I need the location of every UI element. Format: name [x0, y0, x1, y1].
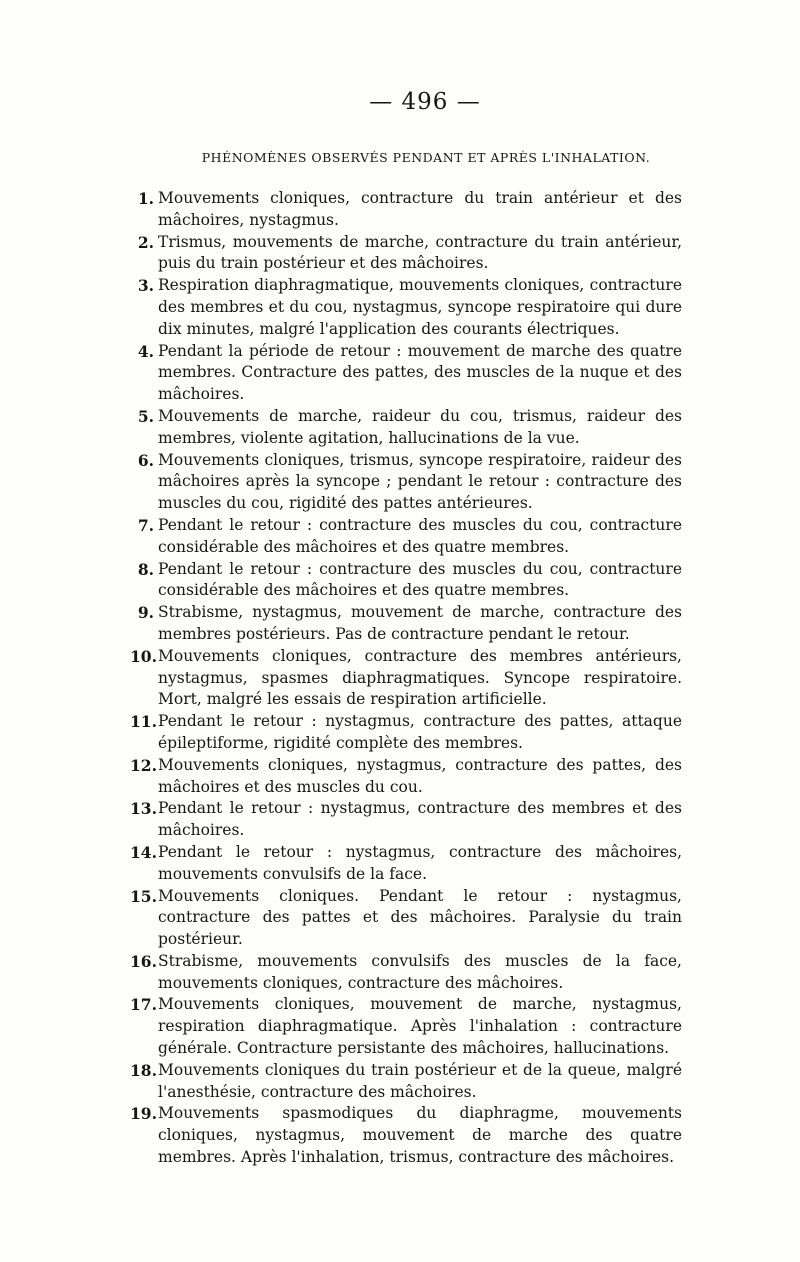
list-item [130, 515, 682, 559]
entry-text: Mouvements cloniques. Pendant le retour : nystagmus, contracture des pattes et des mâchoires. Paralysie du train postérieur. [158, 886, 682, 949]
entry-number: 14. [130, 842, 157, 862]
list-item [130, 602, 682, 646]
entry-number: 18. [130, 1060, 157, 1080]
entry-text: Respiration diaphragmatique, mouvements cloniques, contracture des membres et du cou, nystagmus, syncope respiratoire qui dure dix minutes, malgré l'application des courants électriques. [158, 276, 682, 338]
list-item [130, 341, 682, 406]
list-item [130, 406, 682, 450]
section-heading: PHÉNOMÈNES OBSERVÉS PENDANT ET APRÈS L'INHALATION. [201, 150, 651, 165]
entry-number: 7. [137, 515, 154, 535]
entry-text: Strabisme, nystagmus, mouvement de marche, contracture des membres postérieurs. Pas de contracture pendant le retour. [158, 603, 682, 643]
list-item [130, 994, 682, 1059]
entry-number: 15. [130, 886, 157, 906]
entry-number: 11. [130, 712, 157, 732]
list-item [130, 646, 682, 711]
entry-text: Pendant le retour : nystagmus, contracture des pattes, attaque épileptiforme, rigidité complète des membres. [158, 712, 682, 752]
list-item [130, 188, 682, 232]
entry-number: 4. [137, 341, 154, 361]
entry-number: 2. [137, 232, 154, 252]
entry-text: Pendant le retour : contracture des muscles du cou, contracture considérable des mâchoires et des quatre membres. [158, 559, 682, 600]
entry-number: 3. [137, 276, 154, 296]
entry-text: Pendant le retour : contracture des muscles du cou, contracture considérable des mâchoires et des quatre membres. [158, 515, 682, 556]
entry-number: 10. [130, 646, 157, 666]
list-item [130, 232, 682, 276]
entry-number: 17. [130, 995, 157, 1015]
entry-text: Mouvements cloniques, contracture du train antérieur et des mâchoires, nystagmus. [158, 189, 682, 229]
list-item [130, 275, 682, 340]
entry-text: Trismus, mouvements de marche, contracture du train antérieur, puis du train postérieur et des mâchoires. [158, 232, 682, 273]
entry-text: Mouvements spasmodiques du diaphragme, mouvements cloniques, nystagmus, mouvement de marche des quatre membres. Après l'inhalation, trismus, contracture des mâchoires. [158, 1104, 682, 1167]
list-item [130, 798, 682, 842]
list-item [130, 559, 682, 603]
entry-text: Mouvements cloniques, mouvement de marche, nystagmus, respiration diaphragmatique. Après l'inhalation : contracture générale. Contracture persistante des mâchoires, hallucinations. [158, 995, 682, 1058]
list-item [130, 1060, 682, 1104]
entry-text: Mouvements cloniques du train postérieur et de la queue, malgré l'anesthésie, contracture des mâchoires. [158, 1060, 682, 1101]
entry-text: Mouvements cloniques, contracture des membres antérieurs, nystagmus, spasmes diaphragmatiques. Syncope respiratoire. Mort, malgré les essais de respiration artificielle. [158, 646, 682, 709]
entry-text: Mouvements cloniques, nystagmus, contracture des pattes, des mâchoires et des muscles du cou. [158, 755, 682, 796]
entry-number: 6. [137, 450, 154, 470]
entry-text: Pendant le retour : nystagmus, contracture des mâchoires, mouvements convulsifs de la face. [158, 842, 682, 883]
list-item [130, 755, 682, 799]
entry-text: Strabisme, mouvements convulsifs des muscles de la face, mouvements cloniques, contracture des mâchoires. [158, 951, 682, 992]
entry-text: Pendant la période de retour : mouvement de marche des quatre membres. Contracture des pattes, des muscles de la nuque et des mâchoires. [158, 341, 682, 404]
entry-number: 1. [137, 189, 154, 208]
list-item [130, 842, 682, 886]
entry-number: 5. [137, 406, 154, 426]
list-item [130, 886, 682, 951]
page-number: — 496 — [369, 89, 481, 115]
entry-text: Pendant le retour : nystagmus, contracture des membres et des mâchoires. [158, 799, 682, 840]
entry-number: 13. [130, 799, 157, 819]
entry-text: Mouvements cloniques, trismus, syncope respiratoire, raideur des mâchoires après la syncope ; pendant le retour : contracture des muscles du cou, rigidité des pattes antérieures. [158, 450, 682, 513]
list-item [130, 711, 682, 755]
list-item [130, 1103, 682, 1168]
entry-number: 9. [137, 603, 154, 623]
entry-number: 16. [130, 951, 157, 971]
entry-number: 12. [130, 755, 157, 775]
list-item [130, 951, 682, 995]
entry-number: 8. [137, 559, 154, 579]
entry-text: Mouvements de marche, raideur du cou, trismus, raideur des membres, violente agitation, hallucinations de la vue. [158, 406, 682, 447]
list-item [130, 450, 682, 515]
observation-list [130, 188, 682, 1169]
entry-number: 19. [130, 1104, 157, 1124]
